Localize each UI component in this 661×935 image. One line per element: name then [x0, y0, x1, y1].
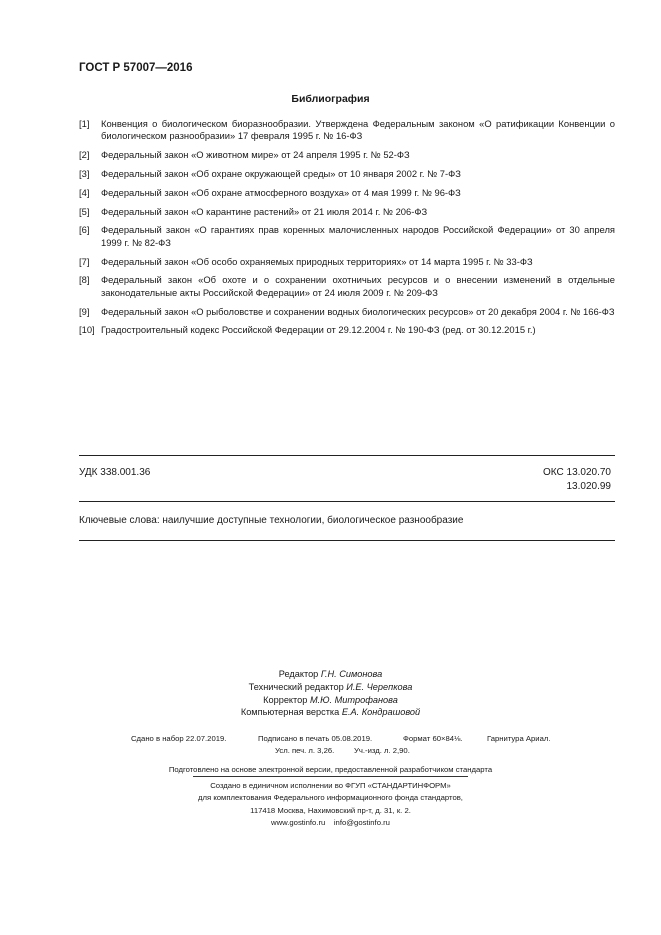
- bibliography-item-text: Федеральный закон «О животном мире» от 24 апреля 1995 г. № 52-ФЗ: [101, 149, 410, 161]
- imprint-publish-sheets: Уч.-изд. л. 2,90.: [354, 746, 410, 755]
- imprint-print-sheets: Усл. печ. л. 3,26.: [275, 746, 335, 755]
- bibliography-item-text: Федеральный закон «Об особо охраняемых природных территориях» от 14 марта 1995 г. № 33-ФЗ: [101, 255, 533, 267]
- bibliography-item-number: [3]: [79, 168, 90, 179]
- bibliography-item: [79, 187, 615, 199]
- bibliography-item-text: Градостроительный кодекс Российской Федерации от 29.12.2004 г. № 190-ФЗ (ред. от 30.12.2015 г.): [101, 324, 536, 336]
- bibliography-item-text: Федеральный закон «Об охране окружающей среды» от 10 января 2002 г. № 7-ФЗ: [101, 168, 461, 179]
- oks-code-1: ОКС 13.020.70: [543, 467, 611, 478]
- imprint-prepared-note: Подготовлено на основе электронной версии, предоставленной разработчиком стандарта: [168, 765, 493, 774]
- imprint-address: 117418 Москва, Нахимовский пр-т, д. 31, к. 2.: [250, 806, 411, 815]
- bibliography-item-number: [10]: [79, 324, 95, 336]
- credit-name: И.Е. Черепкова: [346, 682, 413, 692]
- bibliography-item-text: Федеральный закон «Об охоте и о сохранении охотничьих ресурсов и о внесении изменений в отдельные законодательные акты Российской Федерации» от 24 июля 2009 г. № 209-ФЗ: [101, 274, 615, 298]
- bibliography-item: [79, 118, 615, 143]
- bibliography-item-number: [9]: [79, 305, 90, 317]
- imprint-created-line1: Создано в единичном исполнении во ФГУП «СТАНДАРТИНФОРМ»: [210, 781, 451, 790]
- bibliography-item: [79, 224, 615, 249]
- credit-name: М.Ю. Митрофанова: [309, 695, 398, 705]
- bibliography-item: [79, 274, 615, 299]
- bibliography-item-number: [7]: [79, 255, 90, 267]
- imprint-created-line2: для комплектования Федерального информационного фонда стандартов,: [198, 793, 463, 802]
- bibliography-item-text: Федеральный закон «О карантине растений» от 21 июля 2014 г. № 206-ФЗ: [101, 205, 428, 217]
- bibliography-item-number: [8]: [79, 274, 90, 286]
- bibliography-item-text: Федеральный закон «О рыболовстве и сохранении водных биологических ресурсов» от 20 декабря 2004 г. № 166-ФЗ: [101, 305, 615, 317]
- credit-proofreader: [0, 695, 661, 705]
- bibliography-item-text: Федеральный закон «О гарантиях прав коренных малочисленных народов Российской Федерации» от 30 апреля 1999 г. № 82-ФЗ: [101, 224, 615, 248]
- standard-id: ГОСТ Р 57007—2016: [79, 62, 193, 74]
- credit-layout: [0, 707, 661, 717]
- oks-code-2: 13.020.99: [566, 481, 611, 492]
- keywords: Ключевые слова: наилучшие доступные технологии, биологическое разнообразие: [79, 515, 464, 526]
- bibliography-item-number: [6]: [79, 224, 90, 236]
- credit-name: Е.А. Кондрашовой: [341, 707, 421, 717]
- imprint-signed: Подписано в печать 05.08.2019.: [258, 734, 373, 743]
- imprint-divider: [193, 776, 468, 777]
- bibliography-item-number: [2]: [79, 149, 90, 161]
- udk-code: УДК 338.001.36: [79, 467, 151, 478]
- bibliography-title: Библиография: [291, 93, 370, 105]
- credit-editor: [0, 669, 661, 679]
- bibliography-list: [79, 118, 615, 343]
- imprint-submitted: Сдано в набор 22.07.2019.: [131, 734, 227, 743]
- bibliography-item: [79, 306, 615, 318]
- imprint-email[interactable]: info@gostinfo.ru: [333, 818, 390, 827]
- bibliography-item-text: Конвенция о биологическом биоразнообразии. Утверждена Федеральным законом «О ратификации Конвенции о биологическом разнообразии» 17 февраля 1995 г. № 16-ФЗ: [101, 118, 615, 142]
- divider-bottom: [79, 540, 615, 541]
- bibliography-item: [79, 206, 615, 218]
- bibliography-item-number: [5]: [79, 205, 90, 217]
- bibliography-item-text: Федеральный закон «Об охране атмосферного воздуха» от 4 мая 1999 г. № 96-ФЗ: [101, 186, 461, 198]
- divider-top: [79, 455, 615, 456]
- divider-middle: [79, 501, 615, 502]
- credit-technical-editor: [0, 682, 661, 692]
- bibliography-item-number: [1]: [79, 118, 90, 129]
- imprint-typeface: Гарнитура Ариал.: [487, 734, 551, 743]
- credit-name: Г.Н. Симонова: [320, 669, 383, 679]
- imprint-contacts: [0, 818, 661, 827]
- bibliography-item-number: [4]: [79, 186, 90, 198]
- credit-role: Компьютерная верстка: [240, 707, 340, 717]
- credit-role: Редактор: [278, 669, 319, 679]
- credit-role: Корректор: [263, 695, 308, 705]
- bibliography-item: [79, 256, 615, 268]
- bibliography-item: [79, 324, 615, 336]
- credit-role: Технический редактор: [248, 682, 344, 692]
- bibliography-item: [79, 168, 615, 180]
- imprint-website[interactable]: www.gostinfo.ru: [271, 818, 326, 827]
- bibliography-item: [79, 149, 615, 161]
- imprint-format: Формат 60×84⅛.: [403, 734, 463, 743]
